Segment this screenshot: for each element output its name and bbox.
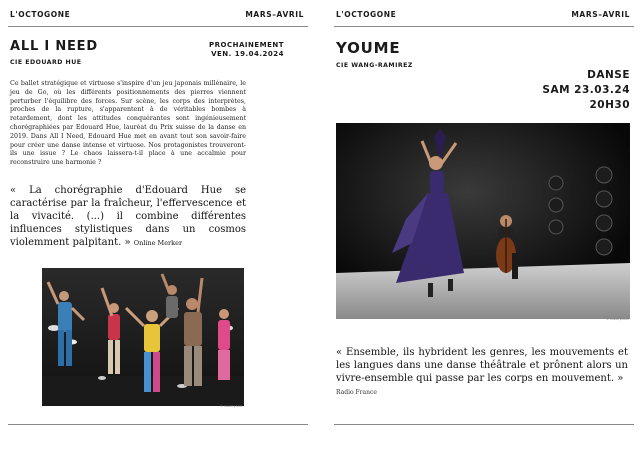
show-title: YOUME <box>336 39 401 57</box>
show-photo <box>336 123 630 319</box>
show-title: ALL I NEED <box>10 39 98 54</box>
time-label: 20H30 <box>589 99 630 111</box>
left-header <box>10 10 308 22</box>
date-label: SAM 23.03.24 <box>542 84 630 96</box>
performance-date <box>542 68 630 113</box>
brand-label: L'OCTOGONE <box>10 10 71 19</box>
press-quote <box>10 184 246 250</box>
photo-credit: © Crédit photo <box>220 404 243 408</box>
next-performance <box>209 41 284 59</box>
quote-source: Online Merker <box>133 239 183 247</box>
company-name: CIE WANG-RAMIREZ <box>336 62 413 69</box>
season-label: MARS–AVRIL <box>571 10 630 19</box>
brand-label: L'OCTOGONE <box>336 10 397 19</box>
quote-source: Radio France <box>336 389 377 396</box>
company-name: CIE EDOUARD HUE <box>10 59 82 66</box>
season-label: MARS–AVRIL <box>245 10 304 19</box>
photo-credit: © Crédit photo <box>606 317 629 321</box>
next-label: PROCHAINEMENT <box>208 41 284 49</box>
header-divider <box>334 26 634 27</box>
next-date: VEN. 19.04.2024 <box>211 50 284 58</box>
show-photo <box>42 268 244 406</box>
description-text: Ce ballet stratégique et virtuose s'inspire d'un jeu japonais millénaire, le jeu de Go, où les différents positionnements des pierres viennent perturber l'équilibre des forces. Sur scène, les corps des interprètes, proches de la rupture, s'apparentent à de véritables bombes à retardement, dont les attitudes conquérantes sont ingénieusement chorégraphiées par Edouard Hue, lauréat du Prix suisse de la danse en 2019. Dans All I Need, Edouard Hue met en avant tout son savoir-faire pour créer une danse intense et virtuose. Nos protagonistes trouveront-ils une issue ? Le chaos laissera-t-il place à une accalmie pour reconstruire une harmonie ? <box>10 80 246 167</box>
dancer-cellist-illustration <box>336 123 630 319</box>
left-page <box>8 0 308 452</box>
press-quote: « Ensemble, ils hybrident les genres, les mouvements et les langues dans une danse théâtrale et prônent alors un vivre-ensemble qui passe par les corps en mouvement. » <box>336 347 628 384</box>
header-divider <box>8 26 308 27</box>
footer-divider <box>8 424 308 425</box>
right-header <box>336 10 634 22</box>
dancers-illustration <box>42 268 244 406</box>
right-page <box>334 0 634 452</box>
genre-label: DANSE <box>587 69 630 81</box>
footer-divider <box>334 424 634 425</box>
quote-text: « La chorégraphie d'Edouard Hue se caractérise par la fraîcheur, l'effervescence et la vivacité. (...) il combine différentes influences stylistiques dans un cosmos violemment palpitant. » <box>10 185 246 248</box>
